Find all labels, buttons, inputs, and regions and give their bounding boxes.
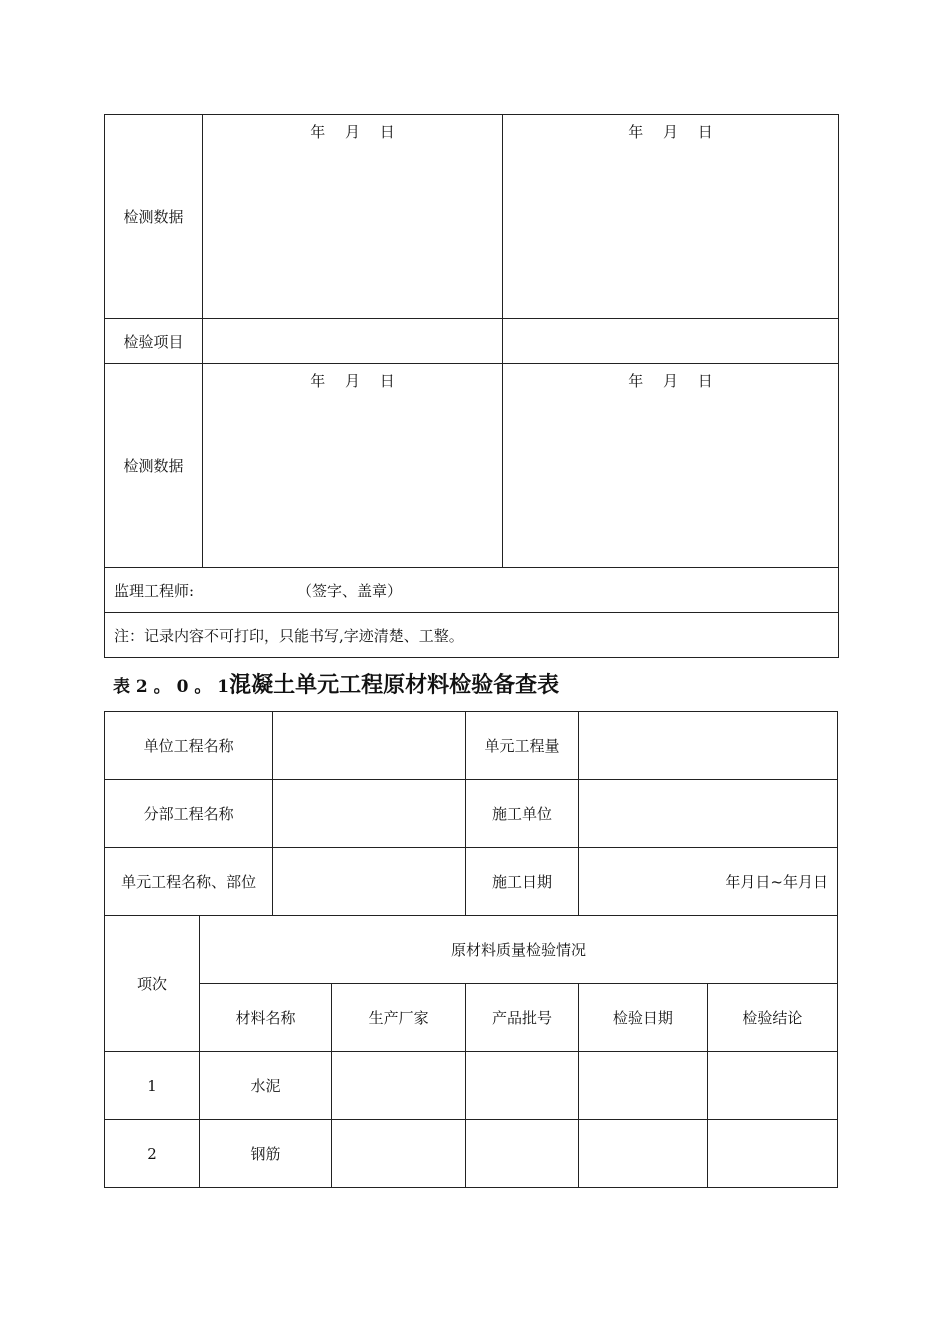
table-row — [105, 613, 839, 658]
division-name-field[interactable] — [273, 780, 466, 848]
section-header: 原材料质量检验情况 — [199, 916, 837, 984]
column-header-conclusion: 检验结论 — [707, 984, 837, 1052]
supervisor-label: 监理工程师: — [114, 581, 195, 600]
item-label: 项次 — [105, 916, 200, 1052]
unit-quantity-field[interactable] — [578, 712, 837, 780]
table-row — [105, 1120, 838, 1188]
test-date-field[interactable] — [578, 1120, 707, 1188]
table-row — [105, 1052, 838, 1120]
column-header-manufacturer: 生产厂家 — [332, 984, 466, 1052]
date-field[interactable] — [503, 115, 839, 319]
table-row — [105, 780, 838, 848]
date-field[interactable] — [503, 364, 839, 568]
table-row — [105, 115, 839, 319]
element-name-label: 单元工程名称、部位 — [105, 848, 273, 916]
unit-quantity-label: 单元工程量 — [466, 712, 579, 780]
row-label-inspection-item: 检验项目 — [105, 319, 203, 364]
table-row — [105, 319, 839, 364]
material-check-table — [104, 711, 838, 1188]
construction-unit-field[interactable] — [578, 780, 837, 848]
table-title: 混凝土单元工程原材料检验备查表 — [229, 672, 560, 698]
batch-no-field[interactable] — [466, 1052, 579, 1120]
row-label-test-data-1: 检测数据 — [105, 115, 203, 319]
date-text: 年 月 日 — [310, 123, 395, 141]
inspection-item-field[interactable] — [203, 319, 503, 364]
date-text: 年 月 日 — [628, 123, 713, 141]
date-field[interactable] — [203, 364, 503, 568]
table-row — [105, 916, 838, 984]
construction-unit-label: 施工单位 — [466, 780, 579, 848]
table-row — [105, 712, 838, 780]
page-title — [113, 668, 559, 699]
element-name-field[interactable] — [273, 848, 466, 916]
batch-no-field[interactable] — [466, 1120, 579, 1188]
date-text: 年 月 日 — [310, 372, 395, 390]
test-date-field[interactable] — [578, 1052, 707, 1120]
column-header-batch-no: 产品批号 — [466, 984, 579, 1052]
table-number: 表 2 。 0 。 1 — [113, 677, 230, 697]
table-row — [105, 984, 838, 1052]
row-label-test-data-2: 检测数据 — [105, 364, 203, 568]
manufacturer-field[interactable] — [332, 1052, 466, 1120]
record-table — [104, 114, 839, 658]
column-header-material: 材料名称 — [199, 984, 331, 1052]
signature-hint: （签字、盖章） — [297, 581, 403, 600]
manufacturer-field[interactable] — [332, 1120, 466, 1188]
unit-project-name-label: 单位工程名称 — [105, 712, 273, 780]
construction-date-field[interactable]: 年月日~年月日 — [578, 848, 837, 916]
table-row — [105, 848, 838, 916]
material-name: 钢筋 — [199, 1120, 331, 1188]
row-number: 2 — [105, 1120, 200, 1188]
material-name: 水泥 — [199, 1052, 331, 1120]
construction-date-label: 施工日期 — [466, 848, 579, 916]
inspection-item-field[interactable] — [503, 319, 839, 364]
note-text: 注：记录内容不可打印，只能书写,字迹清楚、工整。 — [105, 613, 839, 658]
supervisor-signature-cell[interactable] — [105, 568, 839, 613]
conclusion-field[interactable] — [707, 1120, 837, 1188]
conclusion-field[interactable] — [707, 1052, 837, 1120]
date-text: 年 月 日 — [628, 372, 713, 390]
table-row — [105, 364, 839, 568]
date-field[interactable] — [203, 115, 503, 319]
row-number: 1 — [105, 1052, 200, 1120]
table-row — [105, 568, 839, 613]
unit-project-name-field[interactable] — [273, 712, 466, 780]
column-header-test-date: 检验日期 — [578, 984, 707, 1052]
division-name-label: 分部工程名称 — [105, 780, 273, 848]
